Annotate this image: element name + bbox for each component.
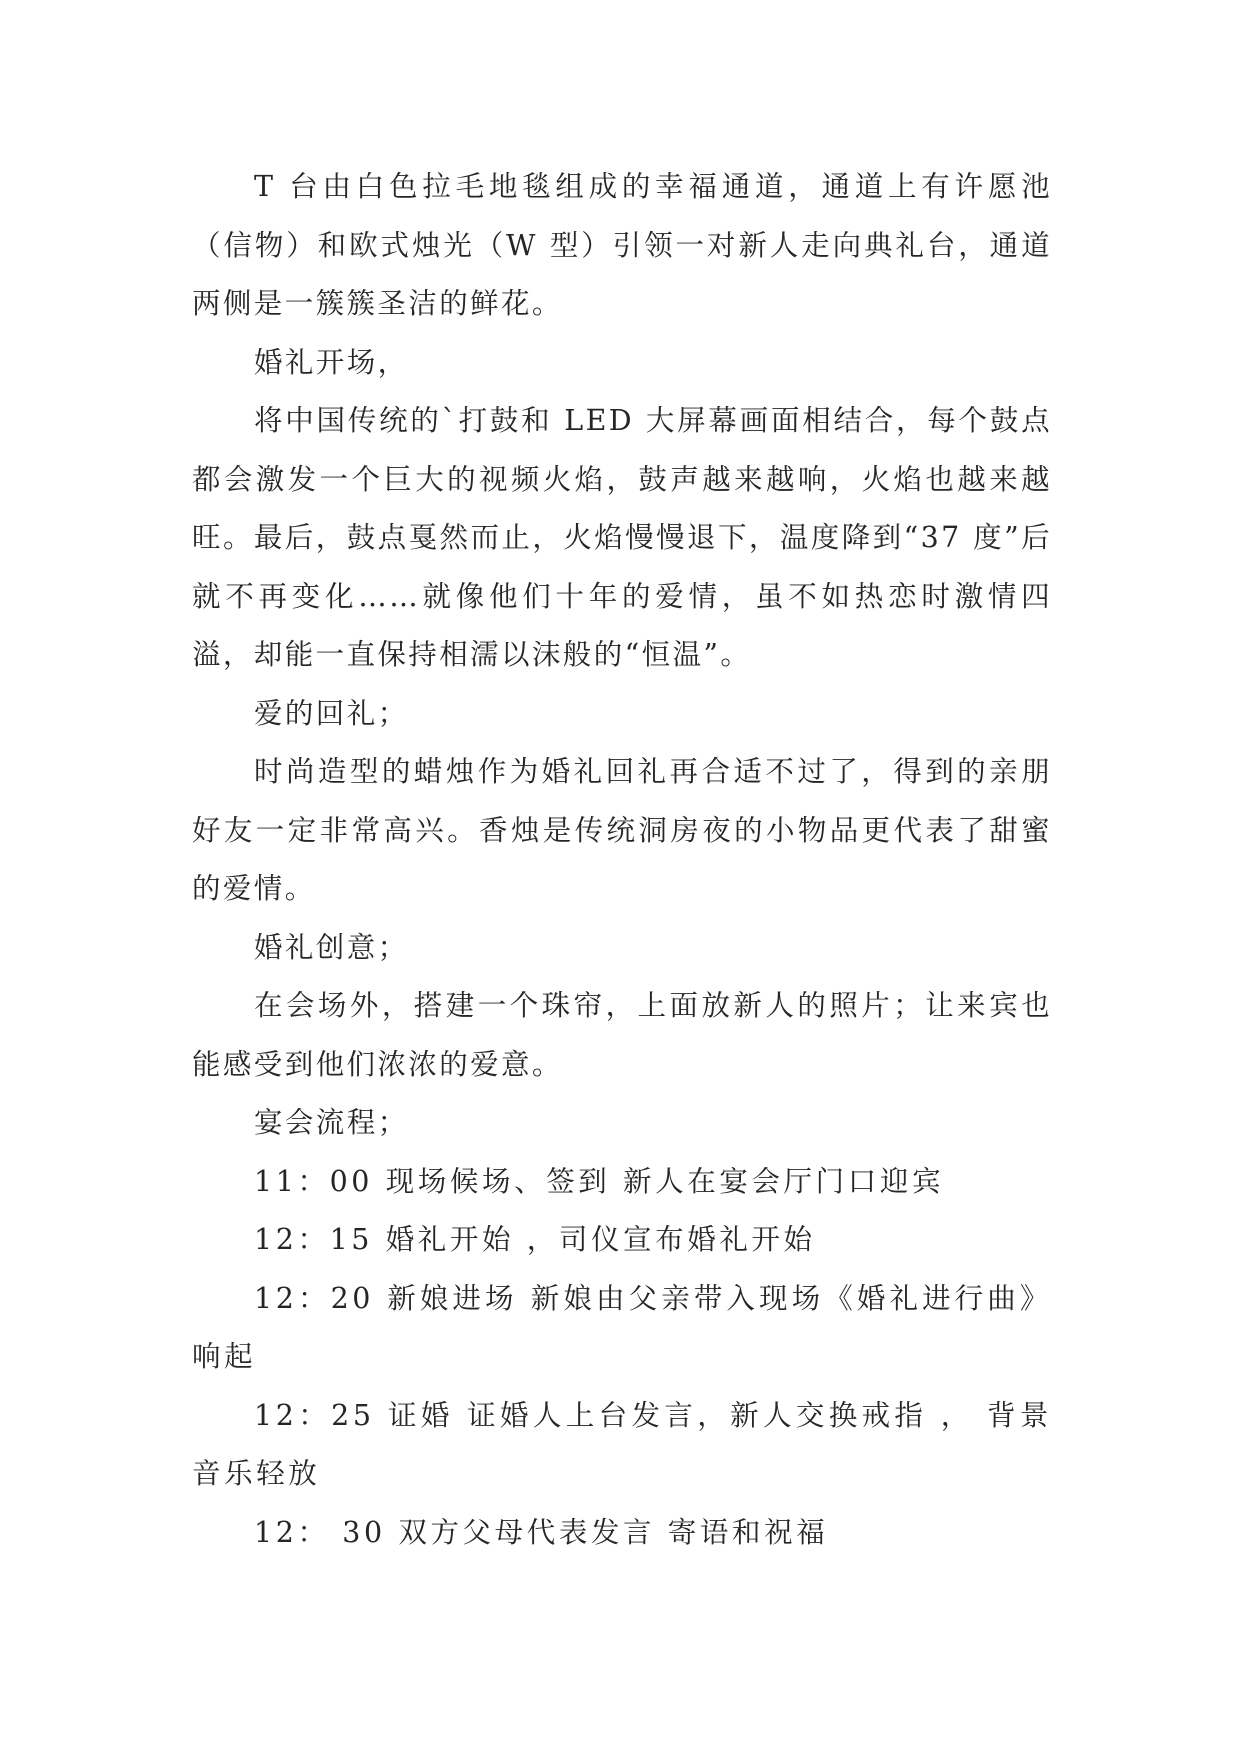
schedule-item-1100: 11：00 现场候场、签到 新人在宴会厅门口迎宾 xyxy=(254,1164,945,1198)
heading-creative: 婚礼创意； xyxy=(254,930,409,964)
schedule-item-1215: 12：15 婚礼开始 ，司仪宣布婚礼开始 xyxy=(254,1223,816,1256)
heading-banquet-flow: 宴会流程； xyxy=(254,1106,409,1139)
document-page xyxy=(192,158,1052,1562)
paragraph-candles: 时尚造型的蜡烛作为婚礼回礼再合适不过了，得到的亲朋好友一定非常高兴。香烛是传统洞房夜的小物品更代表了甜蜜的爱情。 xyxy=(192,755,1052,905)
schedule-item-1230: 12： 30 双方父母代表发言 寄语和祝福 xyxy=(254,1515,829,1549)
schedule-item-1220: 12：20 新娘进场 新娘由父亲带入现场《婚礼进行曲》响起 xyxy=(192,1281,1052,1373)
schedule-item-1225: 12：25 证婚 证婚人上台发言，新人交换戒指 ， 背景音乐轻放 xyxy=(192,1398,1052,1490)
paragraph-bead-curtain: 在会场外，搭建一个珠帘，上面放新人的照片；让来宾也能感受到他们浓浓的爱意。 xyxy=(192,989,1052,1081)
heading-return-gift: 爱的回礼； xyxy=(254,696,409,730)
paragraph-drum-led: 将中国传统的`打鼓和 LED 大屏幕画面相结合，每个鼓点都会激发一个巨大的视频火焰，鼓声越来越响，火焰也越来越旺。最后，鼓点戛然而止，火焰慢慢退下，温度降到“37 度”后就不再变化……就像他们十年的爱情，虽不如热恋时激情四溢，却能一直保持相濡以沫般的“恒温”。 xyxy=(192,404,1052,671)
heading-opening: 婚礼开场， xyxy=(254,345,409,379)
paragraph-t-stage: T 台由白色拉毛地毯组成的幸福通道，通道上有许愿池（信物）和欧式烛光（W 型）引领一对新人走向典礼台，通道两侧是一簇簇圣洁的鲜花。 xyxy=(192,170,1052,320)
